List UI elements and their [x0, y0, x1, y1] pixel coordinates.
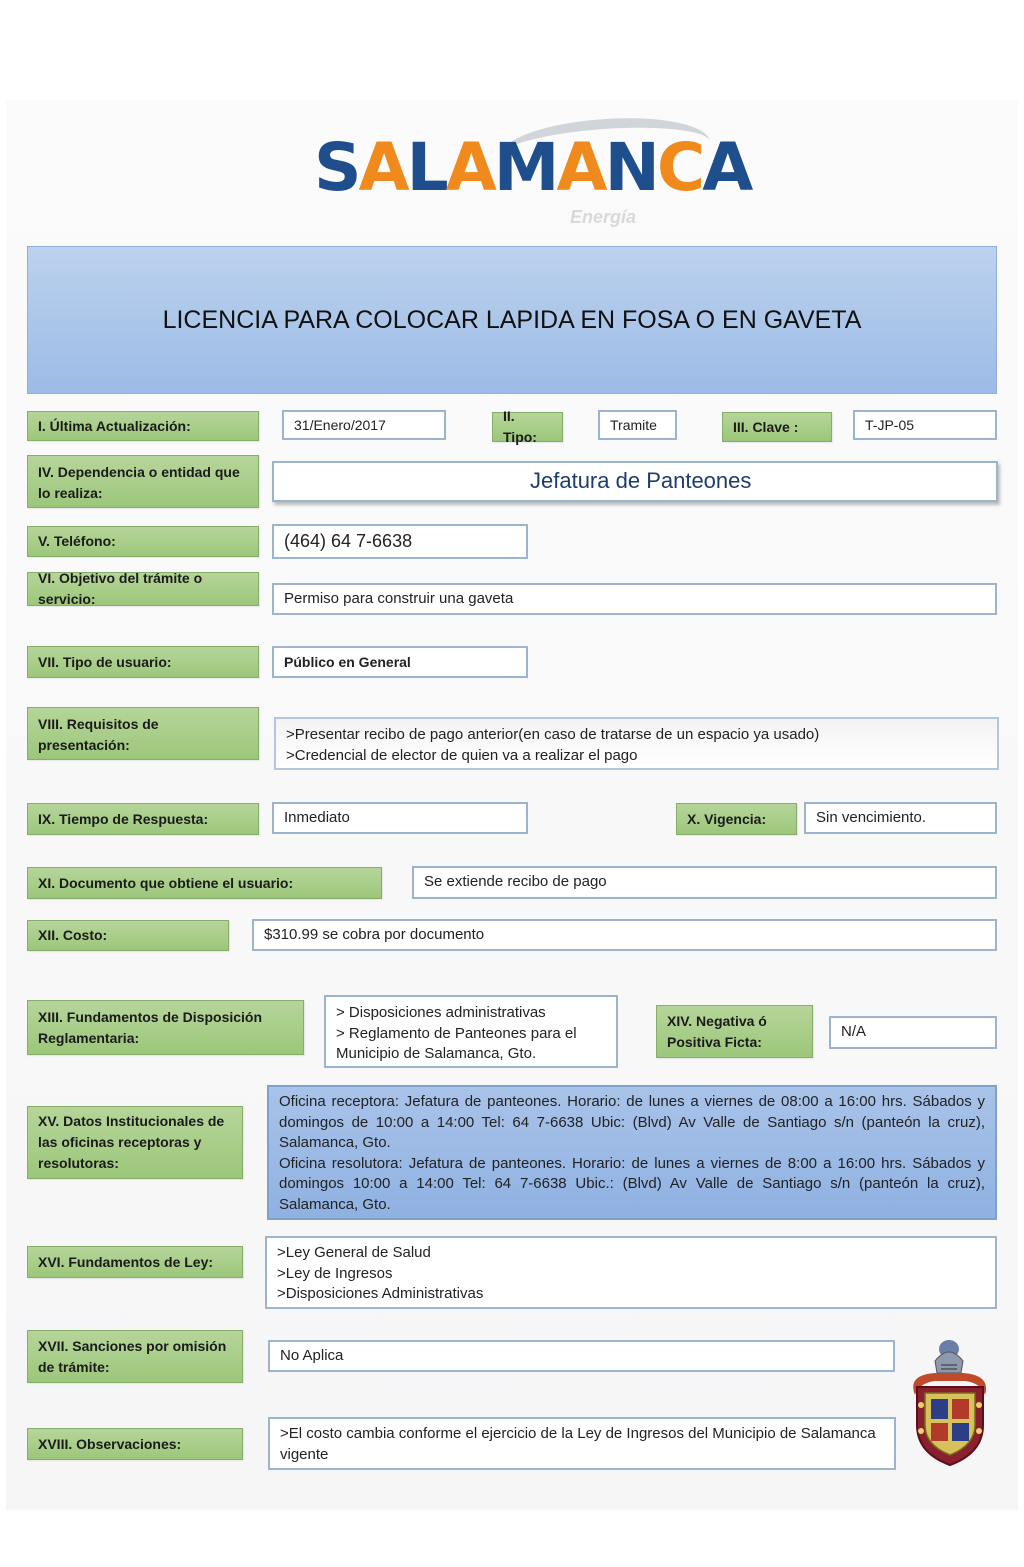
- ley-line: >Ley de Ingresos: [277, 1264, 393, 1282]
- value-sanciones: No Aplica: [268, 1340, 895, 1372]
- logo-letter: A: [556, 129, 605, 206]
- value-clave: T-JP-05: [853, 410, 997, 440]
- label-sanciones: XVII. Sanciones por omisión de trámite:: [27, 1330, 243, 1383]
- page-title: LICENCIA PARA COLOCAR LAPIDA EN FOSA O EN GAVETA: [162, 305, 862, 334]
- label-tipo: II. Tipo:: [492, 412, 563, 442]
- label-vigencia: X. Vigencia:: [676, 803, 797, 835]
- value-negativa-ficta: N/A: [829, 1016, 997, 1049]
- salamanca-logo: [300, 115, 751, 235]
- value-vigencia: Sin vencimiento.: [804, 802, 997, 834]
- value-costo: $310.99 se cobra por documento: [252, 919, 997, 951]
- label-documento: XI. Documento que obtiene el usuario:: [27, 867, 382, 899]
- value-fundamentos-ley: [265, 1236, 997, 1309]
- label-clave: III. Clave :: [722, 412, 832, 442]
- value-tiempo-respuesta: Inmediato: [272, 802, 528, 834]
- coat-of-arms-icon: [905, 1335, 995, 1470]
- ley-line: >Ley General de Salud: [277, 1244, 431, 1261]
- oficina-resolutora-text: Oficina resolutora: Jefatura de panteones. Horario: de lunes a viernes de 8:00 a 16:00 hrs. Sábados y domingos 10:00 a 14:00 Tel: 64 7-6638 Ubic.: (Blvd) Av Valle de Santiago s/n (panteón la cruz), Salamanca, Gto.: [279, 1154, 985, 1213]
- logo-letter: A: [358, 129, 407, 206]
- logo-letter: A: [445, 129, 494, 206]
- logo-letter: A: [702, 129, 751, 206]
- logo-letter: L: [406, 129, 446, 206]
- label-telefono: V. Teléfono:: [27, 526, 259, 557]
- requisito-line: >Credencial de elector de quien va a realizar el pago: [286, 746, 638, 764]
- logo-letter: S: [314, 129, 359, 206]
- value-objetivo: Permiso para construir una gaveta: [272, 583, 997, 615]
- logo-tagline: Energía: [570, 207, 637, 227]
- label-requisitos: VIII. Requisitos de presentación:: [27, 707, 259, 760]
- value-ultima-actualizacion: 31/Enero/2017: [282, 410, 446, 440]
- requisito-line: >Presentar recibo de pago anterior(en caso de tratarse de un espacio ya usado): [286, 726, 820, 743]
- logo-letter: C: [656, 129, 703, 206]
- label-objetivo: VI. Objetivo del trámite o servicio:: [27, 572, 259, 606]
- value-tipo: Tramite: [598, 410, 677, 440]
- ley-line: >Disposiciones Administrativas: [277, 1285, 484, 1302]
- value-datos-institucionales: [267, 1085, 997, 1220]
- value-observaciones: >El costo cambia conforme el ejercicio de la Ley de Ingresos del Municipio de Salamanca vigente: [268, 1417, 896, 1470]
- label-tiempo-respuesta: IX. Tiempo de Respuesta:: [27, 803, 259, 835]
- label-fundamentos-disposicion: XIII. Fundamentos de Disposición Reglamentaria:: [27, 1000, 304, 1055]
- label-fundamentos-ley: XVI. Fundamentos de Ley:: [27, 1246, 243, 1278]
- label-observaciones: XVIII. Observaciones:: [27, 1428, 243, 1460]
- value-dependencia: Jefatura de Panteones: [272, 461, 998, 502]
- label-negativa-ficta: XIV. Negativa ó Positiva Ficta:: [656, 1005, 813, 1058]
- value-telefono: (464) 64 7-6638: [272, 524, 528, 559]
- logo-letter: M: [493, 129, 557, 206]
- oficina-receptora-text: Oficina receptora: Jefatura de panteones. Horario: de lunes a viernes de 08:00 a 16:00 hrs. Sábados y domingos de 10:00 a 14:00 Tel: 64 7-6638 Ubic: (Blvd) Av Valle de Santiago s/n (panteón la cruz), Salamanca, Gto.: [279, 1093, 985, 1151]
- value-tipo-usuario: Público en General: [272, 646, 528, 678]
- label-dependencia: IV. Dependencia o entidad que lo realiza:: [27, 455, 259, 508]
- value-fundamentos-disposicion: [324, 995, 618, 1068]
- label-tipo-usuario: VII. Tipo de usuario:: [27, 646, 259, 678]
- logo-letter: N: [604, 129, 657, 206]
- value-documento: Se extiende recibo de pago: [412, 866, 997, 899]
- title-banner: [27, 246, 997, 394]
- fundamento-line: > Reglamento de Panteones para el Municipio de Salamanca, Gto.: [336, 1024, 577, 1062]
- fundamento-line: > Disposiciones administrativas: [336, 1004, 546, 1021]
- logo-wordmark: [314, 129, 751, 206]
- label-ultima-actualizacion: I. Última Actualización:: [27, 411, 259, 441]
- label-costo: XII. Costo:: [27, 920, 229, 951]
- value-requisitos: [274, 717, 999, 770]
- label-datos-institucionales: XV. Datos Institucionales de las oficinas receptoras y resolutoras:: [27, 1106, 243, 1179]
